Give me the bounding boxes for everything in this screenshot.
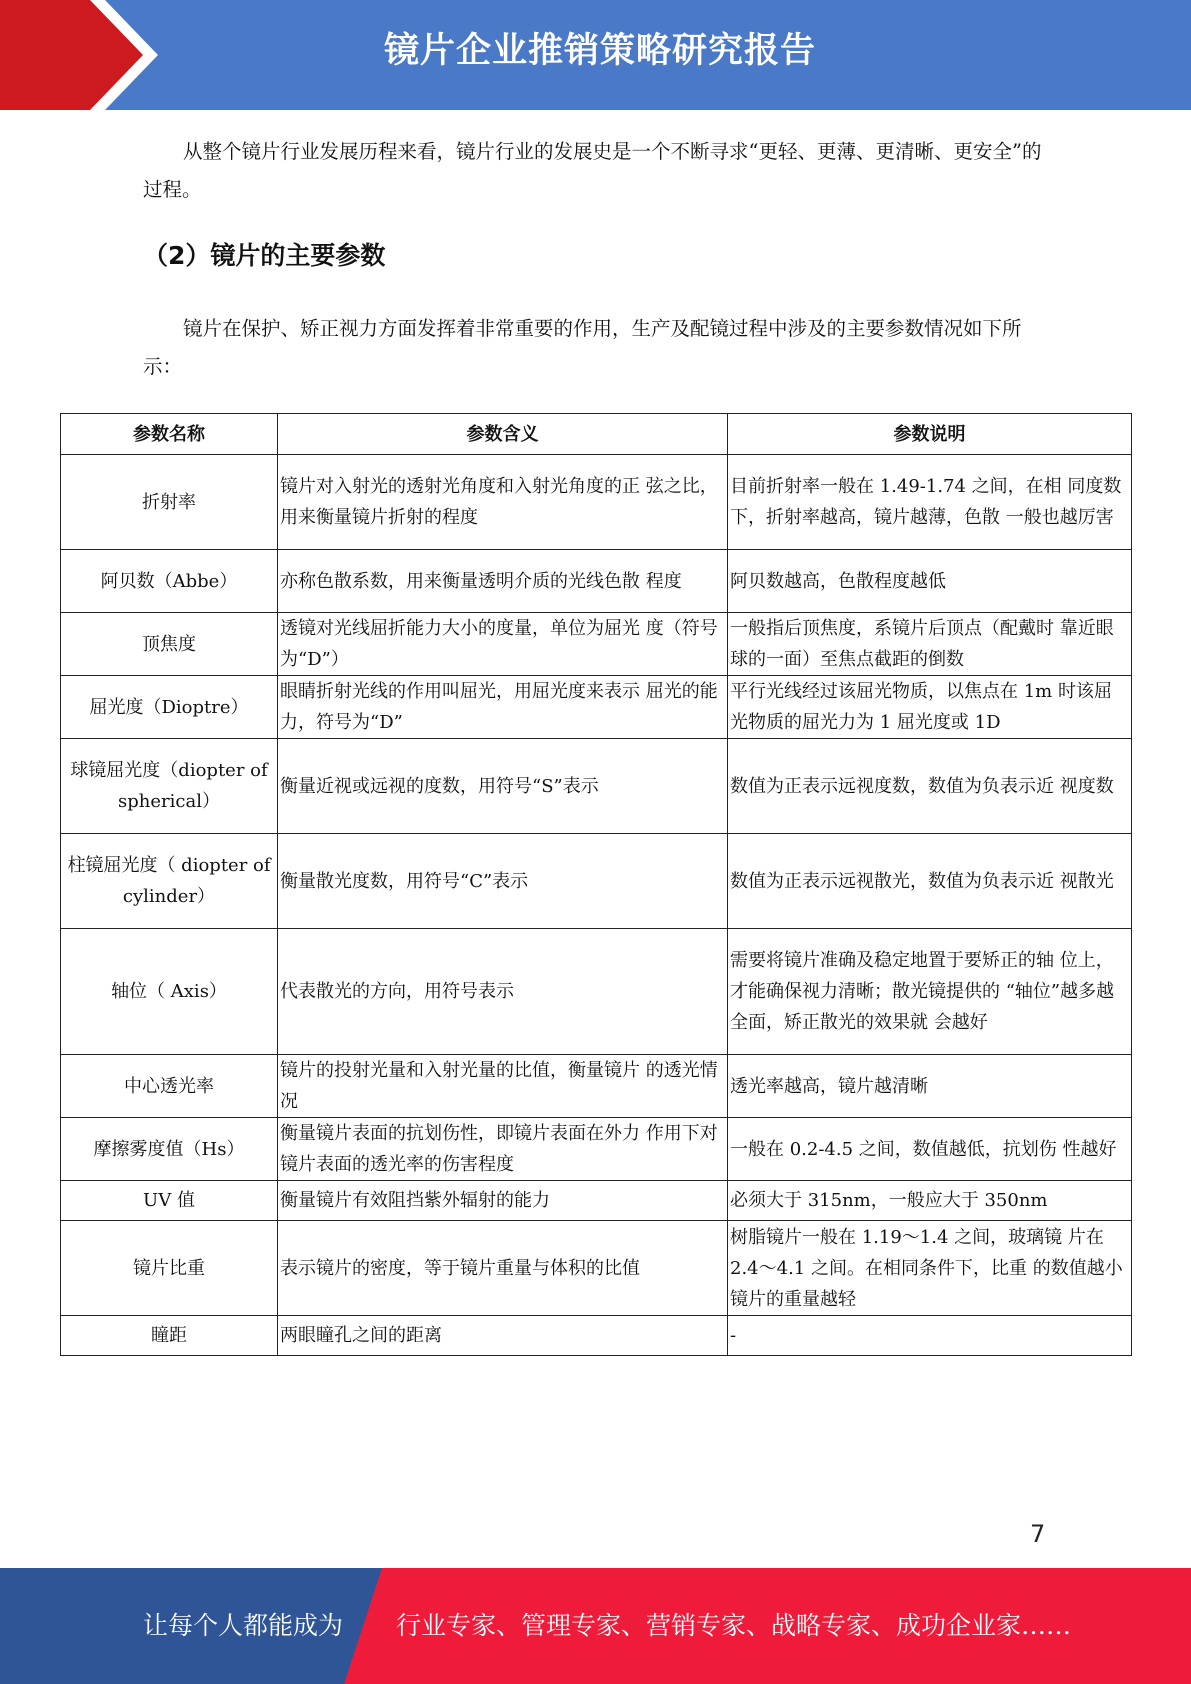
param-meaning: 衡量散光度数，用符号“C”表示 <box>278 834 728 929</box>
column-header-name: 参数名称 <box>61 414 278 455</box>
column-header-note: 参数说明 <box>728 414 1132 455</box>
param-meaning: 衡量镜片有效阻挡紫外辐射的能力 <box>278 1181 728 1221</box>
table-row <box>61 613 1132 676</box>
param-meaning: 表示镜片的密度，等于镜片重量与体积的比值 <box>278 1221 728 1316</box>
param-note: 必须大于 315nm，一般应大于 350nm <box>728 1181 1132 1221</box>
section-heading: （2）镜片的主要参数 <box>143 241 386 270</box>
footer-slogan-left: 让每个人都能成为 <box>143 1611 344 1640</box>
param-note: 树脂镜片一般在 1.19～1.4 之间，玻璃镜 片在 2.4～4.1 之间。在相同条件下，比重 的数值越小镜片的重量越轻 <box>728 1221 1132 1316</box>
param-note: - <box>728 1316 1132 1356</box>
table-header-row <box>61 414 1132 455</box>
param-meaning: 衡量近视或远视的度数，用符号“S”表示 <box>278 739 728 834</box>
param-name: 镜片比重 <box>61 1221 278 1316</box>
chevron-arrow-icon <box>0 0 160 110</box>
param-note: 数值为正表示远视度数，数值为负表示近 视度数 <box>728 739 1132 834</box>
footer-slogan-right: 行业专家、管理专家、营销专家、战略专家、成功企业家…… <box>396 1611 1072 1640</box>
table-row <box>61 676 1132 739</box>
param-name: 屈光度（Dioptre） <box>61 676 278 739</box>
header-banner <box>0 0 1191 110</box>
param-meaning: 镜片的投射光量和入射光量的比值，衡量镜片 的透光情况 <box>278 1055 728 1118</box>
param-name: 球镜屈光度（diopter of spherical） <box>61 739 278 834</box>
footer-banner <box>0 1568 1191 1684</box>
param-meaning: 两眼瞳孔之间的距离 <box>278 1316 728 1356</box>
table-row <box>61 739 1132 834</box>
intro-paragraph: 从整个镜片行业发展历程来看，镜片行业的发展史是一个不断寻求“更轻、更薄、更清晰、更安全”的过程。 <box>143 140 1042 201</box>
table-row <box>61 929 1132 1055</box>
param-note: 需要将镜片准确及稳定地置于要矫正的轴 位上，才能确保视力清晰；散光镜提供的 “轴位”越多越全面，矫正散光的效果就 会越好 <box>728 929 1132 1055</box>
table-row <box>61 1118 1132 1181</box>
table-row <box>61 1221 1132 1316</box>
page-number: 7 <box>1030 1520 1046 1548</box>
param-name: 瞳距 <box>61 1316 278 1356</box>
param-note: 数值为正表示远视散光，数值为负表示近 视散光 <box>728 834 1132 929</box>
param-name: 柱镜屈光度（ diopter of cylinder） <box>61 834 278 929</box>
param-note: 透光率越高，镜片越清晰 <box>728 1055 1132 1118</box>
param-name: 阿贝数（Abbe） <box>61 550 278 613</box>
table-row <box>61 550 1132 613</box>
param-meaning: 镜片对入射光的透射光角度和入射光角度的正 弦之比，用来衡量镜片折射的程度 <box>278 455 728 550</box>
lens-parameters-table <box>60 413 1132 1356</box>
param-name: 轴位（ Axis） <box>61 929 278 1055</box>
param-note: 阿贝数越高，色散程度越低 <box>728 550 1132 613</box>
table-row <box>61 1181 1132 1221</box>
table-row <box>61 455 1132 550</box>
param-meaning: 衡量镜片表面的抗划伤性，即镜片表面在外力 作用下对镜片表面的透光率的伤害程度 <box>278 1118 728 1181</box>
param-name: UV 值 <box>61 1181 278 1221</box>
param-note: 一般指后顶焦度，系镜片后顶点（配戴时 靠近眼球的一面）至焦点截距的倒数 <box>728 613 1132 676</box>
param-name: 顶焦度 <box>61 613 278 676</box>
param-note: 目前折射率一般在 1.49-1.74 之间，在相 同度数下，折射率越高，镜片越薄，色散 一般也越厉害 <box>728 455 1132 550</box>
table-intro-paragraph: 镜片在保护、矫正视力方面发挥着非常重要的作用，生产及配镜过程中涉及的主要参数情况如下所示： <box>143 317 1022 378</box>
table-row <box>61 834 1132 929</box>
param-meaning: 代表散光的方向，用符号表示 <box>278 929 728 1055</box>
column-header-meaning: 参数含义 <box>278 414 728 455</box>
param-name: 折射率 <box>61 455 278 550</box>
table-row <box>61 1316 1132 1356</box>
param-note: 一般在 0.2-4.5 之间，数值越低，抗划伤 性越好 <box>728 1118 1132 1181</box>
param-meaning: 透镜对光线屈折能力大小的度量，单位为屈光 度（符号为“D”） <box>278 613 728 676</box>
param-name: 中心透光率 <box>61 1055 278 1118</box>
param-meaning: 眼睛折射光线的作用叫屈光，用屈光度来表示 屈光的能力，符号为“D” <box>278 676 728 739</box>
table-row <box>61 1055 1132 1118</box>
report-title: 镜片企业推销策略研究报告 <box>383 31 816 71</box>
param-name: 摩擦雾度值（Hs） <box>61 1118 278 1181</box>
param-note: 平行光线经过该屈光物质，以焦点在 1m 时该屈光物质的屈光力为 1 屈光度或 1D <box>728 676 1132 739</box>
param-meaning: 亦称色散系数，用来衡量透明介质的光线色散 程度 <box>278 550 728 613</box>
